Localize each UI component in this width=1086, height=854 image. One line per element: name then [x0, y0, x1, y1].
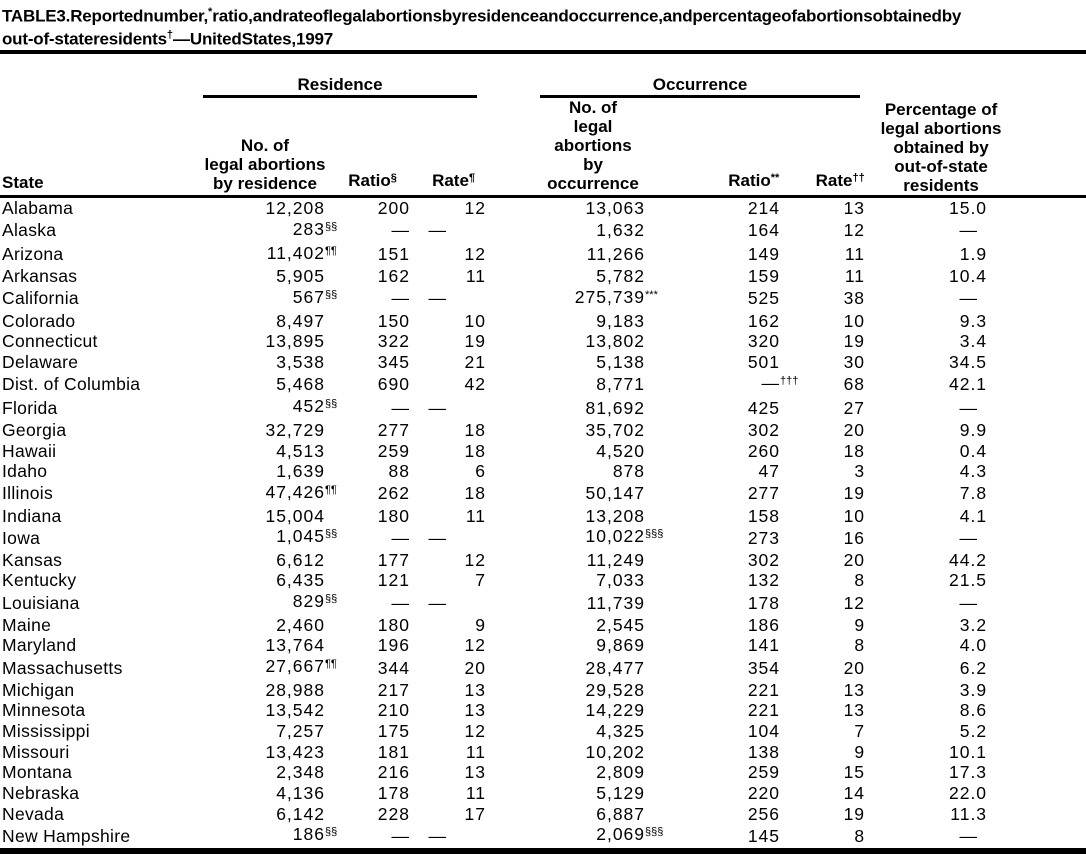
bottom-rule — [0, 848, 1086, 854]
column-header-pct-out-of-state: Percentage of legal abortions obtained by out-of-state residents — [868, 54, 1086, 197]
state-cell: Dist. of Columbia — [2, 374, 141, 395]
occ-ratio-cell: 273 — [747, 527, 781, 548]
pct-cell: 6.2 — [959, 657, 988, 678]
occ-no-cell: 10,202 — [585, 741, 646, 762]
pct-cell: 42.1 — [948, 374, 988, 395]
occ-ratio-cell: 186 — [747, 614, 781, 635]
res-no-cell: 5,905 — [276, 266, 325, 287]
state-cell: Kansas — [2, 549, 63, 570]
table-row — [0, 197, 1086, 219]
occ-no-cell: 14,229 — [585, 700, 646, 721]
state-cell: Arkansas — [2, 266, 78, 287]
res-rate-cell: 18 — [464, 419, 487, 440]
res-ratio-cell: — — [391, 220, 410, 241]
res-rate-cell: 13 — [464, 679, 487, 700]
occ-rate-cell: 9 — [854, 741, 866, 762]
res-ratio-cell: 88 — [388, 461, 410, 482]
occ-ratio-cell: 259 — [747, 762, 781, 783]
res-rate-cell: 20 — [464, 657, 487, 678]
table-row — [0, 287, 1086, 311]
state-cell: Mississippi — [2, 721, 90, 742]
occ-rate-cell: 19 — [843, 803, 866, 824]
occ-ratio-cell: 138 — [747, 741, 781, 762]
state-cell: Connecticut — [2, 331, 98, 352]
title-line1: TABLE 3. Reported number, — [2, 6, 208, 26]
occ-no-cell: 275,739*** — [574, 286, 658, 307]
state-cell: Illinois — [2, 483, 54, 504]
state-cell: Delaware — [2, 351, 79, 372]
occ-rate-cell: 13 — [843, 198, 866, 219]
pct-cell: 4.1 — [959, 505, 988, 526]
table-row — [0, 373, 1086, 397]
res-rate-cell: — — [428, 220, 448, 241]
pct-cell: 3.9 — [959, 679, 988, 700]
table-row — [0, 550, 1086, 571]
res-ratio-cell: 277 — [377, 419, 410, 440]
res-no-cell: 567§§ — [292, 286, 338, 307]
occ-ratio-cell: 277 — [747, 483, 781, 504]
table-row — [0, 824, 1086, 848]
column-header-occ-rate: Rate†† — [782, 98, 868, 197]
res-no-cell: 283§§ — [292, 218, 338, 239]
occ-rate-cell: 30 — [843, 351, 866, 372]
res-rate-cell: 12 — [464, 244, 487, 265]
occ-no-cell: 1,632 — [596, 220, 646, 241]
occ-ratio-cell: 220 — [747, 783, 781, 804]
res-no-cell: 1,639 — [276, 461, 325, 482]
res-ratio-cell: 690 — [377, 374, 410, 395]
table-row — [0, 331, 1086, 352]
occ-ratio-cell: 141 — [747, 635, 781, 656]
res-rate-cell: 12 — [464, 549, 487, 570]
pct-cell: — — [959, 397, 979, 418]
occ-no-cell: 50,147 — [585, 483, 646, 504]
res-rate-cell: — — [428, 527, 448, 548]
residence-group-label: Residence — [203, 75, 477, 98]
res-ratio-cell: 180 — [377, 614, 410, 635]
table-row — [0, 570, 1086, 591]
res-ratio-cell: 200 — [377, 198, 410, 219]
res-no-cell: 5,468 — [276, 374, 325, 395]
res-no-cell: 47,426¶¶ — [265, 481, 337, 502]
state-cell: Florida — [2, 397, 58, 418]
occ-no-cell: 13,208 — [585, 505, 646, 526]
table-row — [0, 420, 1086, 441]
occ-ratio-cell: 320 — [747, 331, 781, 352]
occ-rate-cell: 10 — [843, 505, 866, 526]
occ-ratio-cell: 164 — [747, 220, 781, 241]
occ-no-cell: 9,869 — [596, 635, 646, 656]
column-header-state: State — [0, 54, 203, 197]
table-row — [0, 219, 1086, 243]
res-no-cell: 27,667¶¶ — [265, 656, 337, 677]
res-ratio-cell: 175 — [377, 721, 410, 742]
res-no-cell: 6,612 — [276, 549, 325, 570]
table-row — [0, 700, 1086, 721]
table-row — [0, 243, 1086, 267]
occ-rate-cell: 8 — [854, 570, 866, 591]
res-no-cell: 13,764 — [265, 635, 325, 656]
column-group-residence — [203, 54, 489, 98]
res-ratio-cell: 216 — [377, 762, 410, 783]
pct-cell: — — [959, 592, 979, 613]
occ-ratio-cell: —††† — [761, 372, 799, 393]
res-ratio-cell: 177 — [377, 549, 410, 570]
res-no-cell: 4,513 — [276, 440, 325, 461]
res-rate-cell: 10 — [464, 310, 487, 331]
table-row — [0, 615, 1086, 636]
state-cell: Nevada — [2, 803, 65, 824]
occ-no-cell: 29,528 — [585, 679, 646, 700]
occ-rate-cell: 10 — [843, 310, 866, 331]
occ-ratio-cell: 132 — [747, 570, 781, 591]
occ-no-cell: 4,325 — [596, 721, 646, 742]
res-no-cell: 11,402¶¶ — [266, 242, 337, 263]
res-no-cell: 829§§ — [292, 591, 338, 612]
res-rate-cell: 18 — [464, 483, 487, 504]
pct-cell: 17.3 — [948, 762, 988, 783]
occ-rate-cell: 19 — [843, 483, 866, 504]
res-no-cell: 1,045§§ — [276, 526, 338, 547]
occ-rate-cell: 20 — [843, 657, 866, 678]
res-no-cell: 6,435 — [276, 570, 325, 591]
state-cell: Maine — [2, 614, 52, 635]
pct-cell: 0.4 — [959, 440, 988, 461]
state-cell: Missouri — [2, 741, 70, 762]
occ-rate-cell: 19 — [843, 331, 866, 352]
table-row — [0, 311, 1086, 332]
header-group-row — [0, 54, 1086, 98]
occ-rate-cell: 7 — [854, 721, 866, 742]
table-row — [0, 352, 1086, 373]
column-header-occ-number: No. of legal abortions by occurrence — [489, 98, 647, 197]
occ-rate-cell: 8 — [854, 635, 866, 656]
res-no-cell: 28,988 — [265, 679, 325, 700]
title-line2: out-of-state residents — [2, 29, 167, 49]
table-row — [0, 721, 1086, 742]
occ-no-cell: 5,782 — [596, 266, 646, 287]
occ-no-cell: 10,022§§§ — [585, 526, 664, 547]
res-rate-cell: 13 — [464, 762, 487, 783]
table-row — [0, 441, 1086, 462]
occ-rate-cell: 14 — [843, 783, 866, 804]
res-ratio-cell: — — [391, 397, 410, 418]
column-header-res-number: No. of legal abortions by residence — [203, 98, 327, 197]
res-ratio-cell: 344 — [377, 657, 410, 678]
state-cell: Alabama — [2, 198, 74, 219]
occ-ratio-cell: 525 — [747, 288, 781, 309]
res-rate-cell: 12 — [464, 721, 487, 742]
res-no-cell: 32,729 — [265, 419, 325, 440]
occ-no-cell: 35,702 — [585, 419, 646, 440]
state-cell: Iowa — [2, 527, 41, 548]
table-row — [0, 591, 1086, 615]
table-row — [0, 506, 1086, 527]
occ-ratio-cell: 221 — [747, 700, 781, 721]
occ-rate-cell: 12 — [843, 220, 866, 241]
occ-rate-cell: 11 — [844, 244, 866, 265]
title-line2-rest: — United States, 1997 — [173, 29, 333, 49]
occ-rate-cell: 68 — [843, 374, 866, 395]
pct-cell: 4.3 — [959, 461, 988, 482]
occ-no-cell: 2,809 — [596, 762, 646, 783]
res-rate-cell: 19 — [464, 331, 487, 352]
occ-ratio-cell: 149 — [747, 244, 781, 265]
res-rate-cell: 11 — [465, 741, 487, 762]
res-no-cell: 12,208 — [265, 198, 325, 219]
state-cell: California — [2, 288, 79, 309]
res-no-cell: 13,895 — [265, 331, 325, 352]
pct-cell: 15.0 — [948, 198, 988, 219]
column-header-res-ratio: Ratio§ — [327, 98, 412, 197]
occ-no-cell: 13,063 — [585, 198, 646, 219]
occ-no-cell: 28,477 — [585, 657, 646, 678]
occ-rate-cell: 8 — [854, 825, 866, 846]
occ-no-cell: 5,129 — [596, 783, 646, 804]
occ-rate-cell: 13 — [843, 700, 866, 721]
state-cell: Hawaii — [2, 440, 57, 461]
res-no-cell: 13,542 — [265, 700, 325, 721]
occ-no-cell: 878 — [612, 461, 646, 482]
res-no-cell: 186§§ — [292, 824, 338, 845]
title-line1-rest: ratio, and rate of legal abortions by residence and occurrence, and percentage of abortions obtained by — [212, 6, 962, 26]
res-rate-cell: 21 — [464, 351, 487, 372]
occ-ratio-cell: 260 — [747, 440, 781, 461]
table-body — [0, 197, 1086, 848]
state-cell: Colorado — [2, 310, 76, 331]
occ-no-cell: 11,266 — [586, 244, 646, 265]
occ-rate-cell: 38 — [843, 288, 866, 309]
res-no-cell: 2,460 — [276, 614, 325, 635]
table-row — [0, 742, 1086, 763]
res-no-cell: 2,348 — [276, 762, 325, 783]
res-rate-cell: 12 — [464, 635, 487, 656]
res-rate-cell: — — [428, 397, 448, 418]
pct-cell: — — [959, 825, 979, 846]
occ-ratio-cell: 104 — [747, 721, 781, 742]
occ-ratio-cell: 302 — [747, 419, 781, 440]
res-no-cell: 6,142 — [276, 803, 325, 824]
occ-no-cell: 7,033 — [596, 570, 646, 591]
state-cell: Alaska — [2, 220, 57, 241]
occ-ratio-cell: 354 — [747, 657, 781, 678]
occ-ratio-cell: 425 — [747, 397, 781, 418]
pct-cell: — — [959, 527, 979, 548]
occ-rate-cell: 20 — [843, 419, 866, 440]
res-ratio-cell: — — [391, 527, 410, 548]
res-ratio-cell: 121 — [377, 570, 410, 591]
res-rate-cell: 11 — [465, 266, 487, 287]
state-cell: Maryland — [2, 635, 77, 656]
pct-cell: 34.5 — [948, 351, 988, 372]
occ-no-cell: 6,887 — [596, 803, 646, 824]
occ-ratio-cell: 214 — [747, 198, 781, 219]
occ-rate-cell: 27 — [843, 397, 866, 418]
occ-rate-cell: 20 — [843, 549, 866, 570]
occ-rate-cell: 16 — [843, 527, 866, 548]
state-cell: Nebraska — [2, 783, 80, 804]
abortion-statistics-table — [0, 54, 1086, 848]
res-ratio-cell: 180 — [377, 505, 410, 526]
pct-cell: 10.1 — [948, 741, 988, 762]
table-title — [0, 0, 1086, 54]
occ-ratio-cell: 221 — [747, 679, 781, 700]
pct-cell: 8.6 — [959, 700, 988, 721]
res-rate-cell: 12 — [464, 198, 487, 219]
occ-no-cell: 11,739 — [586, 592, 646, 613]
res-rate-cell: — — [428, 288, 448, 309]
occ-rate-cell: 3 — [854, 461, 866, 482]
res-ratio-cell: 345 — [377, 351, 410, 372]
res-rate-cell: 42 — [464, 374, 487, 395]
pct-cell: — — [959, 220, 979, 241]
table-row — [0, 461, 1086, 482]
table-row — [0, 482, 1086, 506]
res-no-cell: 8,497 — [276, 310, 325, 331]
occ-no-cell: 9,183 — [596, 310, 646, 331]
res-ratio-cell: 178 — [377, 783, 410, 804]
occ-rate-cell: 15 — [843, 762, 866, 783]
column-group-occurrence — [489, 54, 868, 98]
pct-cell: 22.0 — [948, 783, 988, 804]
pct-cell: 1.9 — [959, 244, 988, 265]
state-cell: Georgia — [2, 419, 67, 440]
res-rate-cell: 13 — [464, 700, 487, 721]
table-row — [0, 656, 1086, 680]
res-ratio-cell: 217 — [377, 679, 410, 700]
table-row — [0, 266, 1086, 287]
state-cell: Massachusetts — [2, 657, 123, 678]
occ-ratio-cell: 162 — [747, 310, 781, 331]
res-ratio-cell: 162 — [377, 266, 410, 287]
pct-cell: 9.9 — [959, 419, 988, 440]
pct-cell: 3.2 — [959, 614, 988, 635]
occ-rate-cell: 11 — [844, 266, 866, 287]
res-ratio-cell: 322 — [377, 331, 410, 352]
occ-no-cell: 81,692 — [585, 397, 646, 418]
table-row — [0, 635, 1086, 656]
res-ratio-cell: 228 — [377, 803, 410, 824]
occ-ratio-cell: 501 — [747, 351, 781, 372]
res-rate-cell: — — [428, 592, 448, 613]
occ-ratio-cell: 302 — [747, 549, 781, 570]
res-rate-cell: 11 — [465, 783, 487, 804]
pct-cell: — — [959, 288, 979, 309]
res-ratio-cell: 210 — [377, 700, 410, 721]
occ-no-cell: 5,138 — [596, 351, 646, 372]
res-no-cell: 3,538 — [276, 351, 325, 372]
pct-cell: 5.2 — [959, 721, 988, 742]
occ-ratio-cell: 145 — [747, 825, 781, 846]
pct-cell: 7.8 — [959, 483, 988, 504]
occ-no-cell: 13,802 — [585, 331, 646, 352]
res-no-cell: 7,257 — [276, 721, 325, 742]
state-cell: New Hampshire — [2, 825, 131, 846]
occ-no-cell: 11,249 — [586, 549, 646, 570]
res-rate-cell: 17 — [464, 803, 487, 824]
table-row — [0, 526, 1086, 550]
pct-cell: 9.3 — [959, 310, 988, 331]
occ-ratio-cell: 256 — [747, 803, 781, 824]
table-row — [0, 783, 1086, 804]
pct-cell: 44.2 — [948, 549, 988, 570]
pct-cell: 21.5 — [948, 570, 988, 591]
res-ratio-cell: 151 — [377, 244, 410, 265]
res-ratio-cell: 262 — [377, 483, 410, 504]
state-cell: Arizona — [2, 244, 64, 265]
occ-rate-cell: 12 — [843, 592, 866, 613]
occ-ratio-cell: 47 — [758, 461, 781, 482]
state-cell: Minnesota — [2, 700, 86, 721]
res-no-cell: 4,136 — [276, 783, 325, 804]
occ-ratio-cell: 178 — [747, 592, 781, 613]
res-ratio-cell: — — [391, 288, 410, 309]
res-rate-cell: 18 — [464, 440, 487, 461]
state-cell: Indiana — [2, 505, 62, 526]
occ-no-cell: 8,771 — [596, 374, 646, 395]
res-ratio-cell: 181 — [377, 741, 410, 762]
occ-no-cell: 2,545 — [596, 614, 646, 635]
occ-rate-cell: 9 — [854, 614, 866, 635]
pct-cell: 4.0 — [959, 635, 988, 656]
res-rate-cell: 9 — [475, 614, 487, 635]
res-ratio-cell: 259 — [377, 440, 410, 461]
column-header-occ-ratio: Ratio** — [647, 98, 782, 197]
occ-ratio-cell: 158 — [747, 505, 781, 526]
footnote-marker-dagger: † — [166, 29, 174, 42]
state-cell: Louisiana — [2, 592, 80, 613]
occ-ratio-cell: 159 — [747, 266, 781, 287]
table-row — [0, 680, 1086, 701]
res-ratio-cell: 150 — [377, 310, 410, 331]
res-rate-cell: — — [428, 825, 448, 846]
res-rate-cell: 7 — [475, 570, 487, 591]
occurrence-group-label: Occurrence — [540, 75, 860, 98]
pct-cell: 3.4 — [959, 331, 988, 352]
state-cell: Michigan — [2, 679, 75, 700]
footnote-marker-asterisk: * — [208, 6, 213, 18]
state-cell: Kentucky — [2, 570, 77, 591]
pct-cell: 10.4 — [948, 266, 988, 287]
res-ratio-cell: — — [391, 825, 410, 846]
state-cell: Montana — [2, 762, 73, 783]
pct-cell: 11.3 — [950, 803, 988, 824]
column-header-res-rate: Rate¶ — [412, 98, 489, 197]
table-header — [0, 54, 1086, 197]
occ-no-cell: 4,520 — [596, 440, 646, 461]
occ-rate-cell: 18 — [843, 440, 866, 461]
table-row — [0, 396, 1086, 420]
res-no-cell: 15,004 — [265, 505, 325, 526]
res-ratio-cell: 196 — [377, 635, 410, 656]
res-rate-cell: 11 — [465, 505, 487, 526]
state-cell: Idaho — [2, 461, 48, 482]
table-row — [0, 804, 1086, 825]
res-no-cell: 13,423 — [265, 741, 325, 762]
res-rate-cell: 6 — [475, 461, 487, 482]
occ-rate-cell: 13 — [843, 679, 866, 700]
res-no-cell: 452§§ — [292, 396, 338, 417]
res-ratio-cell: — — [391, 592, 410, 613]
occ-no-cell: 2,069§§§ — [596, 824, 664, 845]
